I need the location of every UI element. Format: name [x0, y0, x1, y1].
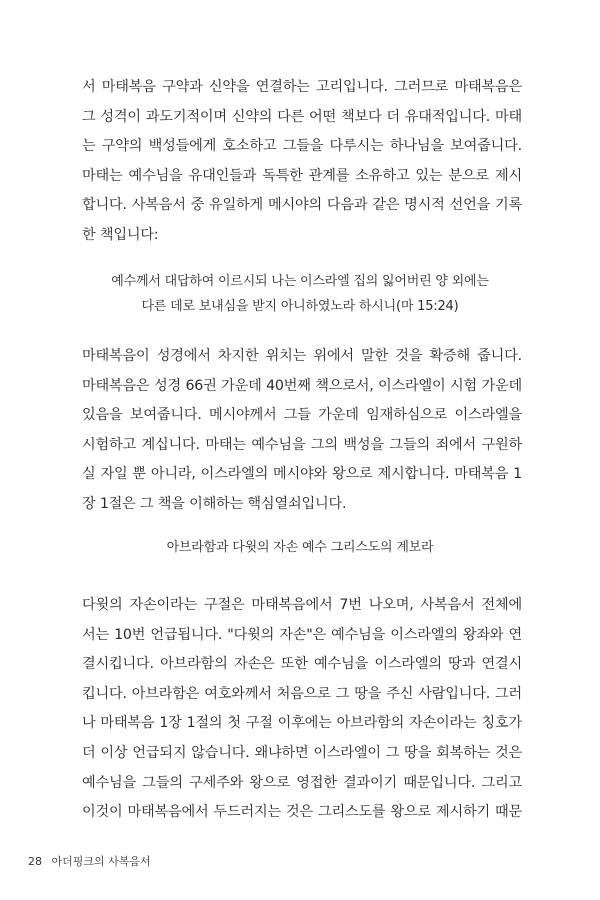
text-line: 장 1절은 그 책을 이해하는 핵심열쇠입니다.	[82, 495, 347, 512]
text-line: 시험하고 계십니다. 마태는 예수님을 그의 백성을 그들의 죄에서 구원하	[82, 436, 522, 453]
book-title: 아더핑크의 사복음서	[51, 855, 151, 868]
text-line: 서 마태복음 구약과 신약을 연결하는 고리입니다. 그러므로 마태복음은	[82, 79, 522, 95]
text-line: 마태복음은 성경 66권 가운데 40번째 책으로서, 이스라엘이 시험 가운데	[82, 377, 522, 394]
text-line: 결시킵니다. 아브라함의 자손은 또한 예수님을 이스라엘의 땅과 연결시	[82, 656, 522, 673]
text-line: 한 책입니다:	[82, 226, 159, 243]
quote-line-1: 예수께서 대답하여 이르시되 나는 이스라엘 집의 잃어버린 양 외에는	[111, 274, 489, 289]
text-line: 합니다. 사복음서 중 유일하게 메시야의 다음과 같은 명시적 선언을 기록	[82, 197, 522, 214]
text-line: 실 자일 뿐 아니라, 이스라엘의 메시야와 왕으로 제시합니다. 마태복음 1	[82, 466, 522, 483]
text-line: 킵니다. 아브라함은 여호와께서 처음으로 그 땅을 주신 사람입니다. 그러	[82, 685, 522, 702]
scripture-quote	[0, 270, 600, 319]
text-line: 더 이상 언급되지 않습니다. 왜냐하면 이스라엘이 그 땅을 회복하는 것은	[82, 744, 522, 761]
paragraph-son-of-david	[82, 591, 522, 828]
text-line: 있음을 보여줍니다. 메시야께서 그들 가운데 임재하심으로 이스라엘을	[82, 407, 522, 424]
page-number: 28	[28, 855, 42, 868]
text-line: 마태복음이 성경에서 차지한 위치는 위에서 말한 것을 확증해 줍니다.	[82, 348, 522, 364]
text-line: 다윗의 자손이라는 구절은 마태복음에서 7번 나오며, 사복음서 전체에	[82, 597, 522, 613]
section-heading: 아브라함과 다윗의 자손 예수 그리스도의 계보라	[166, 540, 434, 555]
text-line: 서는 10번 언급됩니다. "다윗의 자손"은 예수님을 이스라엘의 왕좌와 연	[82, 626, 522, 643]
page-footer	[28, 855, 151, 869]
text-line: 는 구약의 백성들에게 호소하고 그들을 다루시는 하나님을 보여줍니다.	[82, 138, 522, 155]
paragraph-position	[82, 342, 522, 520]
paragraph-intro	[82, 73, 522, 251]
text-line: 예수님을 그들의 구세주와 왕으로 영접한 결과이기 때문입니다. 그리고	[82, 774, 522, 791]
text-line: 그 성격이 과도기적이며 신약의 다른 어떤 책보다 더 유대적입니다. 마태	[82, 108, 522, 125]
quote-line-2: 다른 데로 보내심을 받지 아니하였노라 하시니(마 15:24)	[141, 298, 459, 314]
text-line: 이것이 마태복음에서 두드러지는 것은 그리스도를 왕으로 제시하기 때문	[82, 804, 522, 821]
text-line: 마태는 예수님을 유대인들과 독특한 관계를 소유하고 있는 분으로 제시	[82, 167, 522, 184]
text-line: 나 마태복음 1장 1절의 첫 구절 이후에는 아브라함의 자손이라는 칭호가	[82, 715, 522, 732]
